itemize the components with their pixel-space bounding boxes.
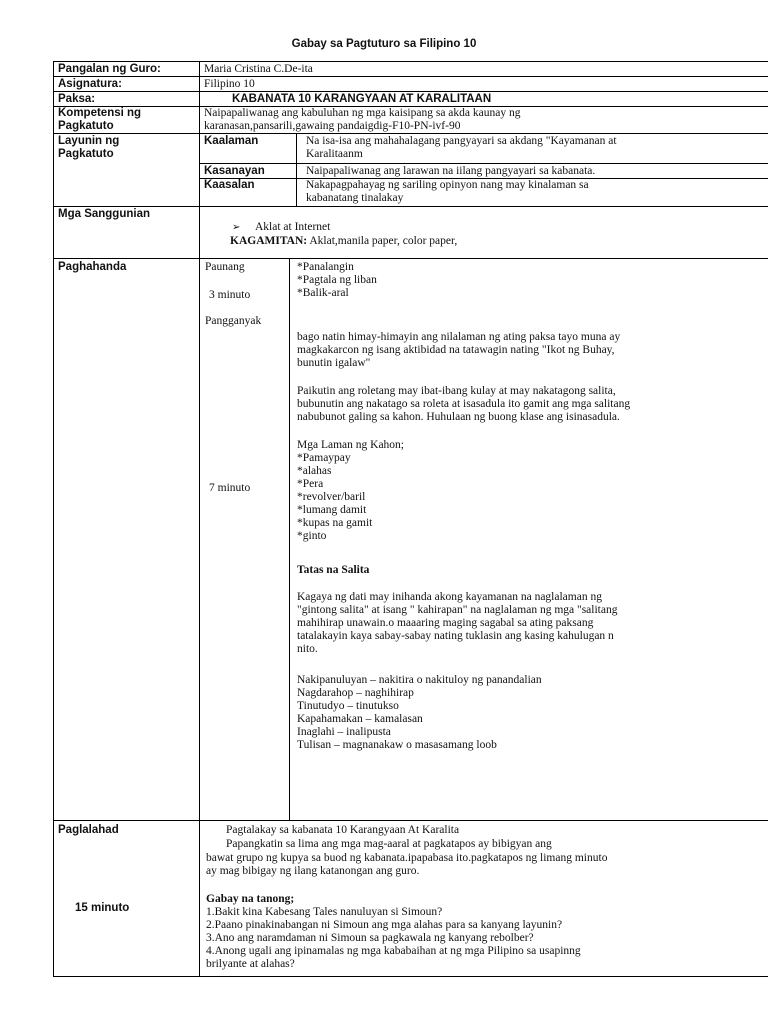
vocab-list — [297, 674, 542, 752]
layunin-label: Layunin ng Pagkatuto — [58, 135, 120, 160]
table-border-left — [53, 61, 54, 976]
tatas-title: Tatas na Salita — [297, 564, 370, 576]
paksa-label: Paksa: — [58, 93, 96, 105]
paunang-label: Paunang — [205, 261, 245, 273]
paglalahad-line1: Pagtalakay sa kabanata 10 Karangyaan At Karalita — [226, 824, 460, 836]
table-divider — [53, 133, 768, 134]
tatas-text: Kagaya ng dati may inihanda akong kayamanan na naglalaman ng "gintong salita" at isang " kahirapan" na naglalaman ng mga "salitang mahihirap unawain.o maaaring maging sagabal sa ating paksang tatalakayin kaya sabay-sabay nating tuklasin ang kasing kahulugan n nito. — [297, 591, 618, 655]
list-item: Inaglahi – inalipusta — [297, 726, 391, 738]
kompetensi-value: Naipapaliwanag ang kabuluhan ng mga kaisipang sa akda kaunay ng karanasan,pansarili,gawaing pandaigdig-F10-PN-ivf-90 — [204, 107, 521, 132]
kasanayan-label: Kasanayan — [204, 165, 265, 177]
list-item: *ginto — [297, 530, 327, 542]
asignatura-label: Asignatura: — [58, 78, 122, 90]
kahon-title: Mga Laman ng Kahon; — [297, 439, 404, 451]
list-item: *Panalangin — [297, 261, 354, 273]
list-item: *Pera — [297, 478, 324, 490]
paglalahad-label: Paglalahad — [58, 824, 119, 836]
asignatura-value: Filipino 10 — [204, 78, 255, 90]
activity-instructions: Paikutin ang roletang may ibat-ibang kulay at may nakatagong salita, bubunutin ang nakatago sa roleta at isasadula ito gamit ang mga salitang nabubunot galing sa kahon. Huhulaan ng buong klase ang isinasadula. — [297, 385, 631, 423]
paglalahad-line2: Papangkatin sa lima ang mga mag-aaral at pagkatapos ay bibigyan ang — [226, 838, 552, 850]
gabay-questions — [206, 906, 581, 971]
table-divider — [53, 76, 768, 77]
list-item: Nagdarahop – naghihirap — [297, 687, 414, 699]
guro-value: Maria Cristina C.De-ita — [204, 63, 313, 75]
kagamitan-line — [230, 235, 457, 248]
pangganyak-time: 7 minuto — [209, 482, 251, 494]
kaalaman-label: Kaalaman — [204, 135, 259, 147]
paghahanda-subcolumn-divider — [289, 258, 290, 820]
list-item: *alahas — [297, 465, 332, 477]
list-item: Kapahamakan – kamalasan — [297, 713, 423, 725]
kagamitan-value: Aklat,manila paper, color paper, — [309, 235, 458, 247]
list-item: 2.Paano pinakinabangan ni Simoun ang mga alahas para sa kanyang layunin? — [206, 919, 563, 931]
kagamitan-label: KAGAMITAN: — [230, 235, 308, 247]
kaasalan-label: Kaasalan — [204, 179, 255, 191]
guro-label: Pangalan ng Guro: — [58, 63, 161, 75]
kaalaman-value: Na isa-isa ang mahahalagang pangyayari sa akdang "Kayamanan at Karalitaanm — [306, 135, 617, 160]
kasanayan-value: Naipapaliwanag ang larawan na iilang pangyayari sa kabanata. — [306, 165, 596, 177]
table-border-bottom — [53, 976, 768, 977]
paghahanda-label: Paghahanda — [58, 261, 127, 273]
list-item: *lumang damit — [297, 504, 367, 516]
list-item: *Balik-aral — [297, 287, 349, 299]
kahon-list — [297, 439, 404, 543]
list-item: brilyante at alahas? — [206, 958, 295, 970]
paglalahad-time: 15 minuto — [75, 902, 130, 914]
list-item: 3.Ano ang naramdaman ni Simoun sa pagkawala ng kanyang rebolber? — [206, 932, 534, 944]
sanggunian-bullet-icon: ➢ — [232, 222, 241, 233]
gabay-title: Gabay na tanong; — [206, 893, 295, 905]
kompetensi-label: Kompetensi ng Pagkatuto — [58, 107, 142, 132]
layunin-subcolumn-divider — [296, 133, 297, 206]
list-item: Tulisan – magnanakaw o masasamang loob — [297, 739, 497, 751]
list-item: 1.Bakit kina Kabesang Tales nanuluyan si Simoun? — [206, 906, 443, 918]
table-divider — [199, 163, 768, 164]
activity-intro: bago natin himay-himayin ang nilalaman ng ating paksa tayo muna ay magkakarcon ng isang aktibidad na tatawagin nating "Ikot ng Buhay, bunutin igalaw" — [297, 331, 621, 369]
table-column-divider — [199, 61, 200, 976]
list-item: Nakipanuluyan – nakitira o nakituloy ng panandalian — [297, 674, 542, 686]
table-divider — [53, 206, 768, 207]
list-item: Tinutudyo – tinutukso — [297, 700, 399, 712]
kaasalan-value: Nakapagpahayag ng sariling opinyon nang may kinalaman sa kabanatang tinalakay — [306, 179, 589, 204]
pangganyak-label: Pangganyak — [205, 315, 262, 327]
list-item: *revolver/baril — [297, 491, 366, 503]
list-item: *kupas na gamit — [297, 517, 373, 529]
table-divider — [53, 258, 768, 259]
table-divider — [53, 91, 768, 92]
table-border-top — [53, 61, 768, 62]
paglalahad-body: bawat grupo ng kupya sa buod ng kabanata.ipapabasa ito.pagkatapos ng limang minuto ay mag bibigay ng ilang katanongan ang guro. — [206, 852, 608, 877]
table-divider — [53, 820, 768, 821]
list-item: *Pagtala ng liban — [297, 274, 377, 286]
paunang-time: 3 minuto — [209, 289, 251, 301]
list-item: 4.Anong ugali ang ipinamalas ng mga kababaihan at ng mga Pilipino sa usapinng — [206, 945, 581, 957]
paunang-items — [297, 261, 377, 300]
sanggunian-label: Mga Sanggunian — [58, 208, 150, 220]
sanggunian-item: Aklat at Internet — [255, 221, 331, 233]
list-item: *Pamaypay — [297, 452, 351, 464]
paksa-value: KABANATA 10 KARANGYAAN AT KARALITAAN — [232, 93, 492, 105]
document-title: Gabay sa Pagtuturo sa Filipino 10 — [291, 38, 477, 50]
